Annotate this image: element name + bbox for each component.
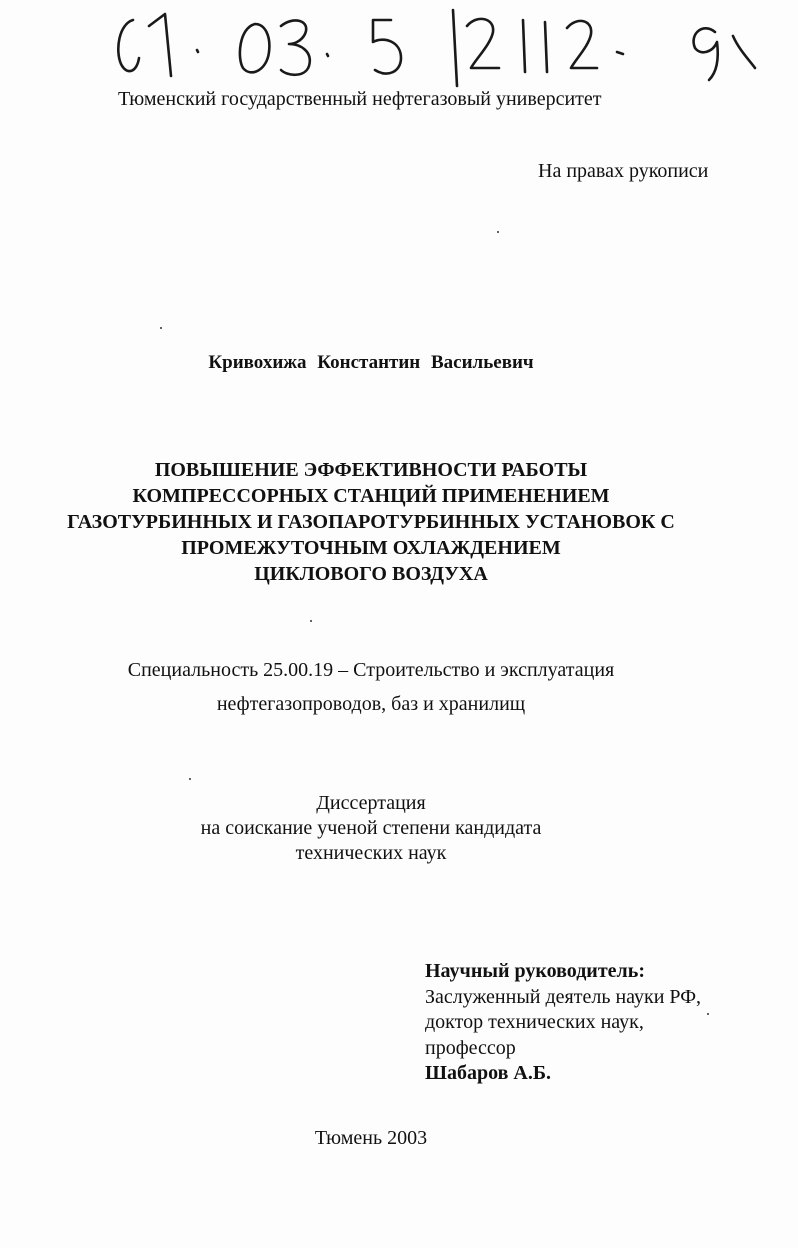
scan-speck (707, 1013, 709, 1015)
city-year: Тюмень 2003 (314, 1127, 428, 1149)
scan-speck (189, 778, 191, 780)
scan-speck (497, 231, 499, 233)
title-line: КОМПРЕССОРНЫХ СТАНЦИЙ ПРИМЕНЕНИЕМ (132, 485, 610, 507)
supervisor-rank: доктор технических наук, (425, 1011, 644, 1033)
degree-line: на соискание ученой степени кандидата (200, 817, 542, 839)
scan-speck (160, 327, 162, 329)
supervisor-rank: профессор (425, 1036, 516, 1059)
manuscript-rights-note: На правах рукописи (538, 160, 709, 182)
dissertation-title (0, 457, 742, 587)
scan-speck (310, 620, 312, 622)
title-line: ГАЗОТУРБИННЫХ И ГАЗОПАРОТУРБИННЫХ УСТАНОВОК С (67, 511, 675, 533)
supervisor-block (425, 959, 701, 1087)
university-name: Тюменский государственный нефтегазовый университет (118, 88, 602, 110)
supervisor-rank: Заслуженный деятель науки РФ, (425, 985, 702, 1008)
specialty-line: Специальность 25.00.19 – Строительство и эксплуатация (127, 659, 615, 681)
specialty-line: нефтегазопроводов, баз и хранилищ (216, 693, 526, 715)
degree-line: технических наук (295, 842, 447, 864)
author-name: Кривохижа Константин Васильевич (208, 352, 534, 373)
title-line: ЦИКЛОВОГО ВОЗДУХА (254, 563, 488, 585)
supervisor-name: Шабаров А.Б. (425, 1062, 552, 1084)
specialty-block (0, 653, 742, 721)
title-line: ПОВЫШЕНИЕ ЭФФЕКТИВНОСТИ РАБОТЫ (154, 459, 588, 481)
dissertation-degree-block (0, 791, 742, 866)
handwritten-catalog-number (105, 6, 765, 88)
title-line: ПРОМЕЖУТОЧНЫМ ОХЛАЖДЕНИЕМ (181, 537, 561, 559)
supervisor-heading: Научный руководитель: (425, 960, 645, 982)
degree-line: Диссертация (316, 792, 426, 814)
